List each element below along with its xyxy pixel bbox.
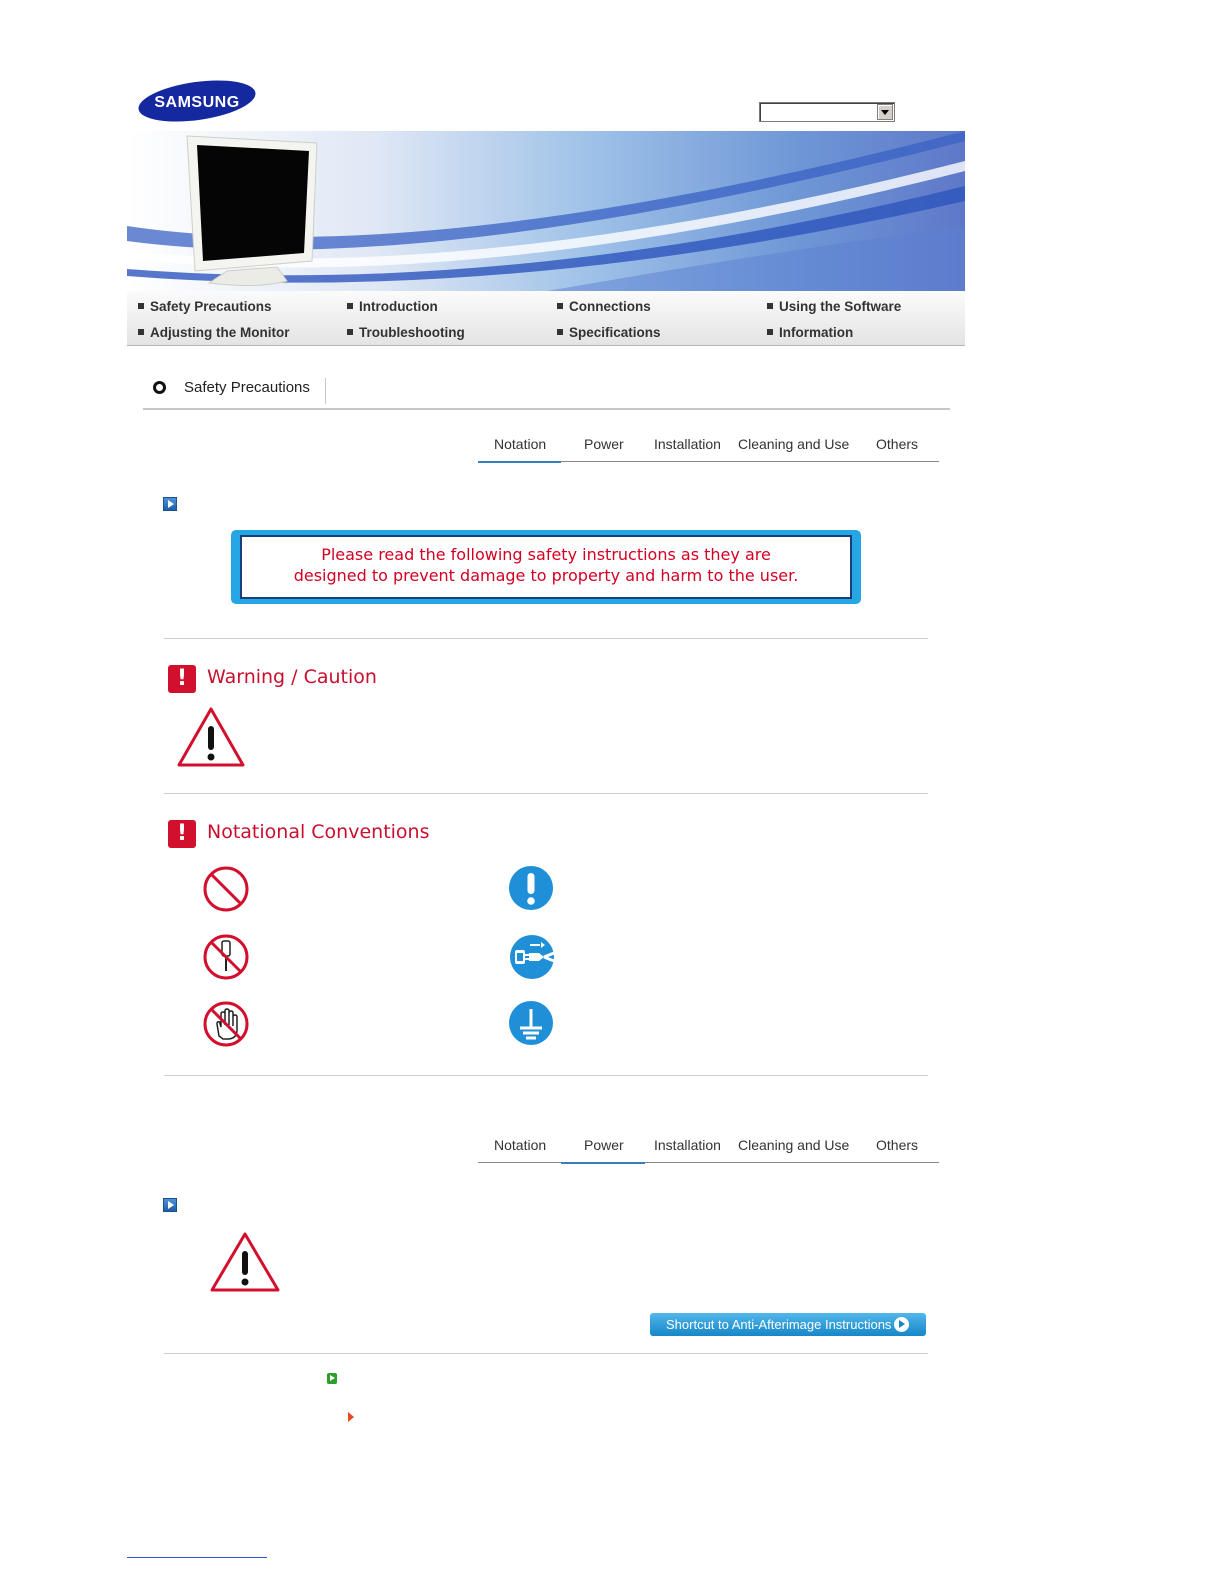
tab-cleaning-and-use[interactable]: Cleaning and Use: [738, 1137, 850, 1153]
tab-cleaning-and-use[interactable]: Cleaning and Use: [738, 436, 850, 452]
do-not-touch-icon: [202, 1000, 250, 1048]
tab-notation[interactable]: Notation: [494, 436, 547, 452]
main-nav: [127, 291, 965, 346]
nav-item-safety-precautions[interactable]: Safety Precautions: [138, 299, 272, 314]
divider: [164, 1353, 928, 1354]
tab-others[interactable]: Others: [876, 1137, 919, 1153]
play-circle-icon: [894, 1317, 909, 1332]
circle-icon: [153, 381, 166, 394]
shortcut-button-label: Shortcut to Anti-Afterimage Instructions: [666, 1317, 892, 1332]
notice-line-1: Please read the following safety instructions as they are: [321, 545, 771, 564]
monitor-banner: [127, 131, 965, 291]
warning-triangle-icon: [176, 706, 246, 768]
warning-triangle-icon: [209, 1231, 281, 1293]
tab-bar-power: [478, 1132, 939, 1163]
nav-item-specifications[interactable]: Specifications: [557, 325, 661, 340]
tab-installation[interactable]: Installation: [654, 436, 721, 452]
divider: [164, 638, 928, 639]
language-select[interactable]: [759, 102, 895, 122]
active-tab-indicator: [478, 461, 561, 463]
nav-item-adjusting-monitor[interactable]: Adjusting the Monitor: [138, 325, 289, 340]
tab-bar-notation: [478, 431, 939, 462]
prohibited-icon: [202, 865, 250, 913]
green-play-icon: [327, 1373, 337, 1384]
notice-line-2: designed to prevent damage to property and harm to the user.: [293, 566, 799, 585]
warning-caution-heading: Warning / Caution: [207, 666, 377, 688]
important-icon: [508, 865, 554, 911]
active-tab-indicator: [561, 1162, 645, 1164]
footer-link-underline[interactable]: [127, 1557, 267, 1558]
exclamation-icon: !: [168, 665, 196, 693]
chevron-down-icon[interactable]: [877, 104, 893, 120]
tab-power[interactable]: Power: [584, 436, 624, 452]
orange-arrow-icon: [348, 1412, 354, 1422]
page-title: Safety Precautions: [184, 379, 310, 396]
anti-afterimage-shortcut-button[interactable]: [650, 1313, 926, 1336]
safety-notice-inner: [240, 535, 852, 599]
samsung-logo: [137, 80, 257, 122]
title-divider: [325, 378, 326, 404]
divider: [164, 793, 928, 794]
do-not-disassemble-icon: [202, 933, 250, 981]
divider: [164, 1075, 928, 1076]
tab-installation[interactable]: Installation: [654, 1137, 721, 1153]
section-bullet-icon: [163, 1198, 177, 1212]
nav-item-introduction[interactable]: Introduction: [347, 299, 438, 314]
ground-icon: [508, 1000, 554, 1046]
nav-item-using-software[interactable]: Using the Software: [767, 299, 901, 314]
tab-others[interactable]: Others: [876, 436, 919, 452]
svg-text:SAMSUNG: SAMSUNG: [154, 94, 240, 111]
tab-power[interactable]: Power: [584, 1137, 624, 1153]
nav-item-troubleshooting[interactable]: Troubleshooting: [347, 325, 465, 340]
section-bullet-icon: [163, 497, 177, 511]
nav-item-information[interactable]: Information: [767, 325, 853, 340]
section-header: [143, 372, 950, 410]
nav-item-connections[interactable]: Connections: [557, 299, 651, 314]
exclamation-icon: !: [168, 820, 196, 848]
unplug-icon: [508, 933, 556, 981]
safety-notice-box: [231, 530, 861, 604]
notational-conventions-heading: Notational Conventions: [207, 821, 430, 843]
tab-notation[interactable]: Notation: [494, 1137, 547, 1153]
